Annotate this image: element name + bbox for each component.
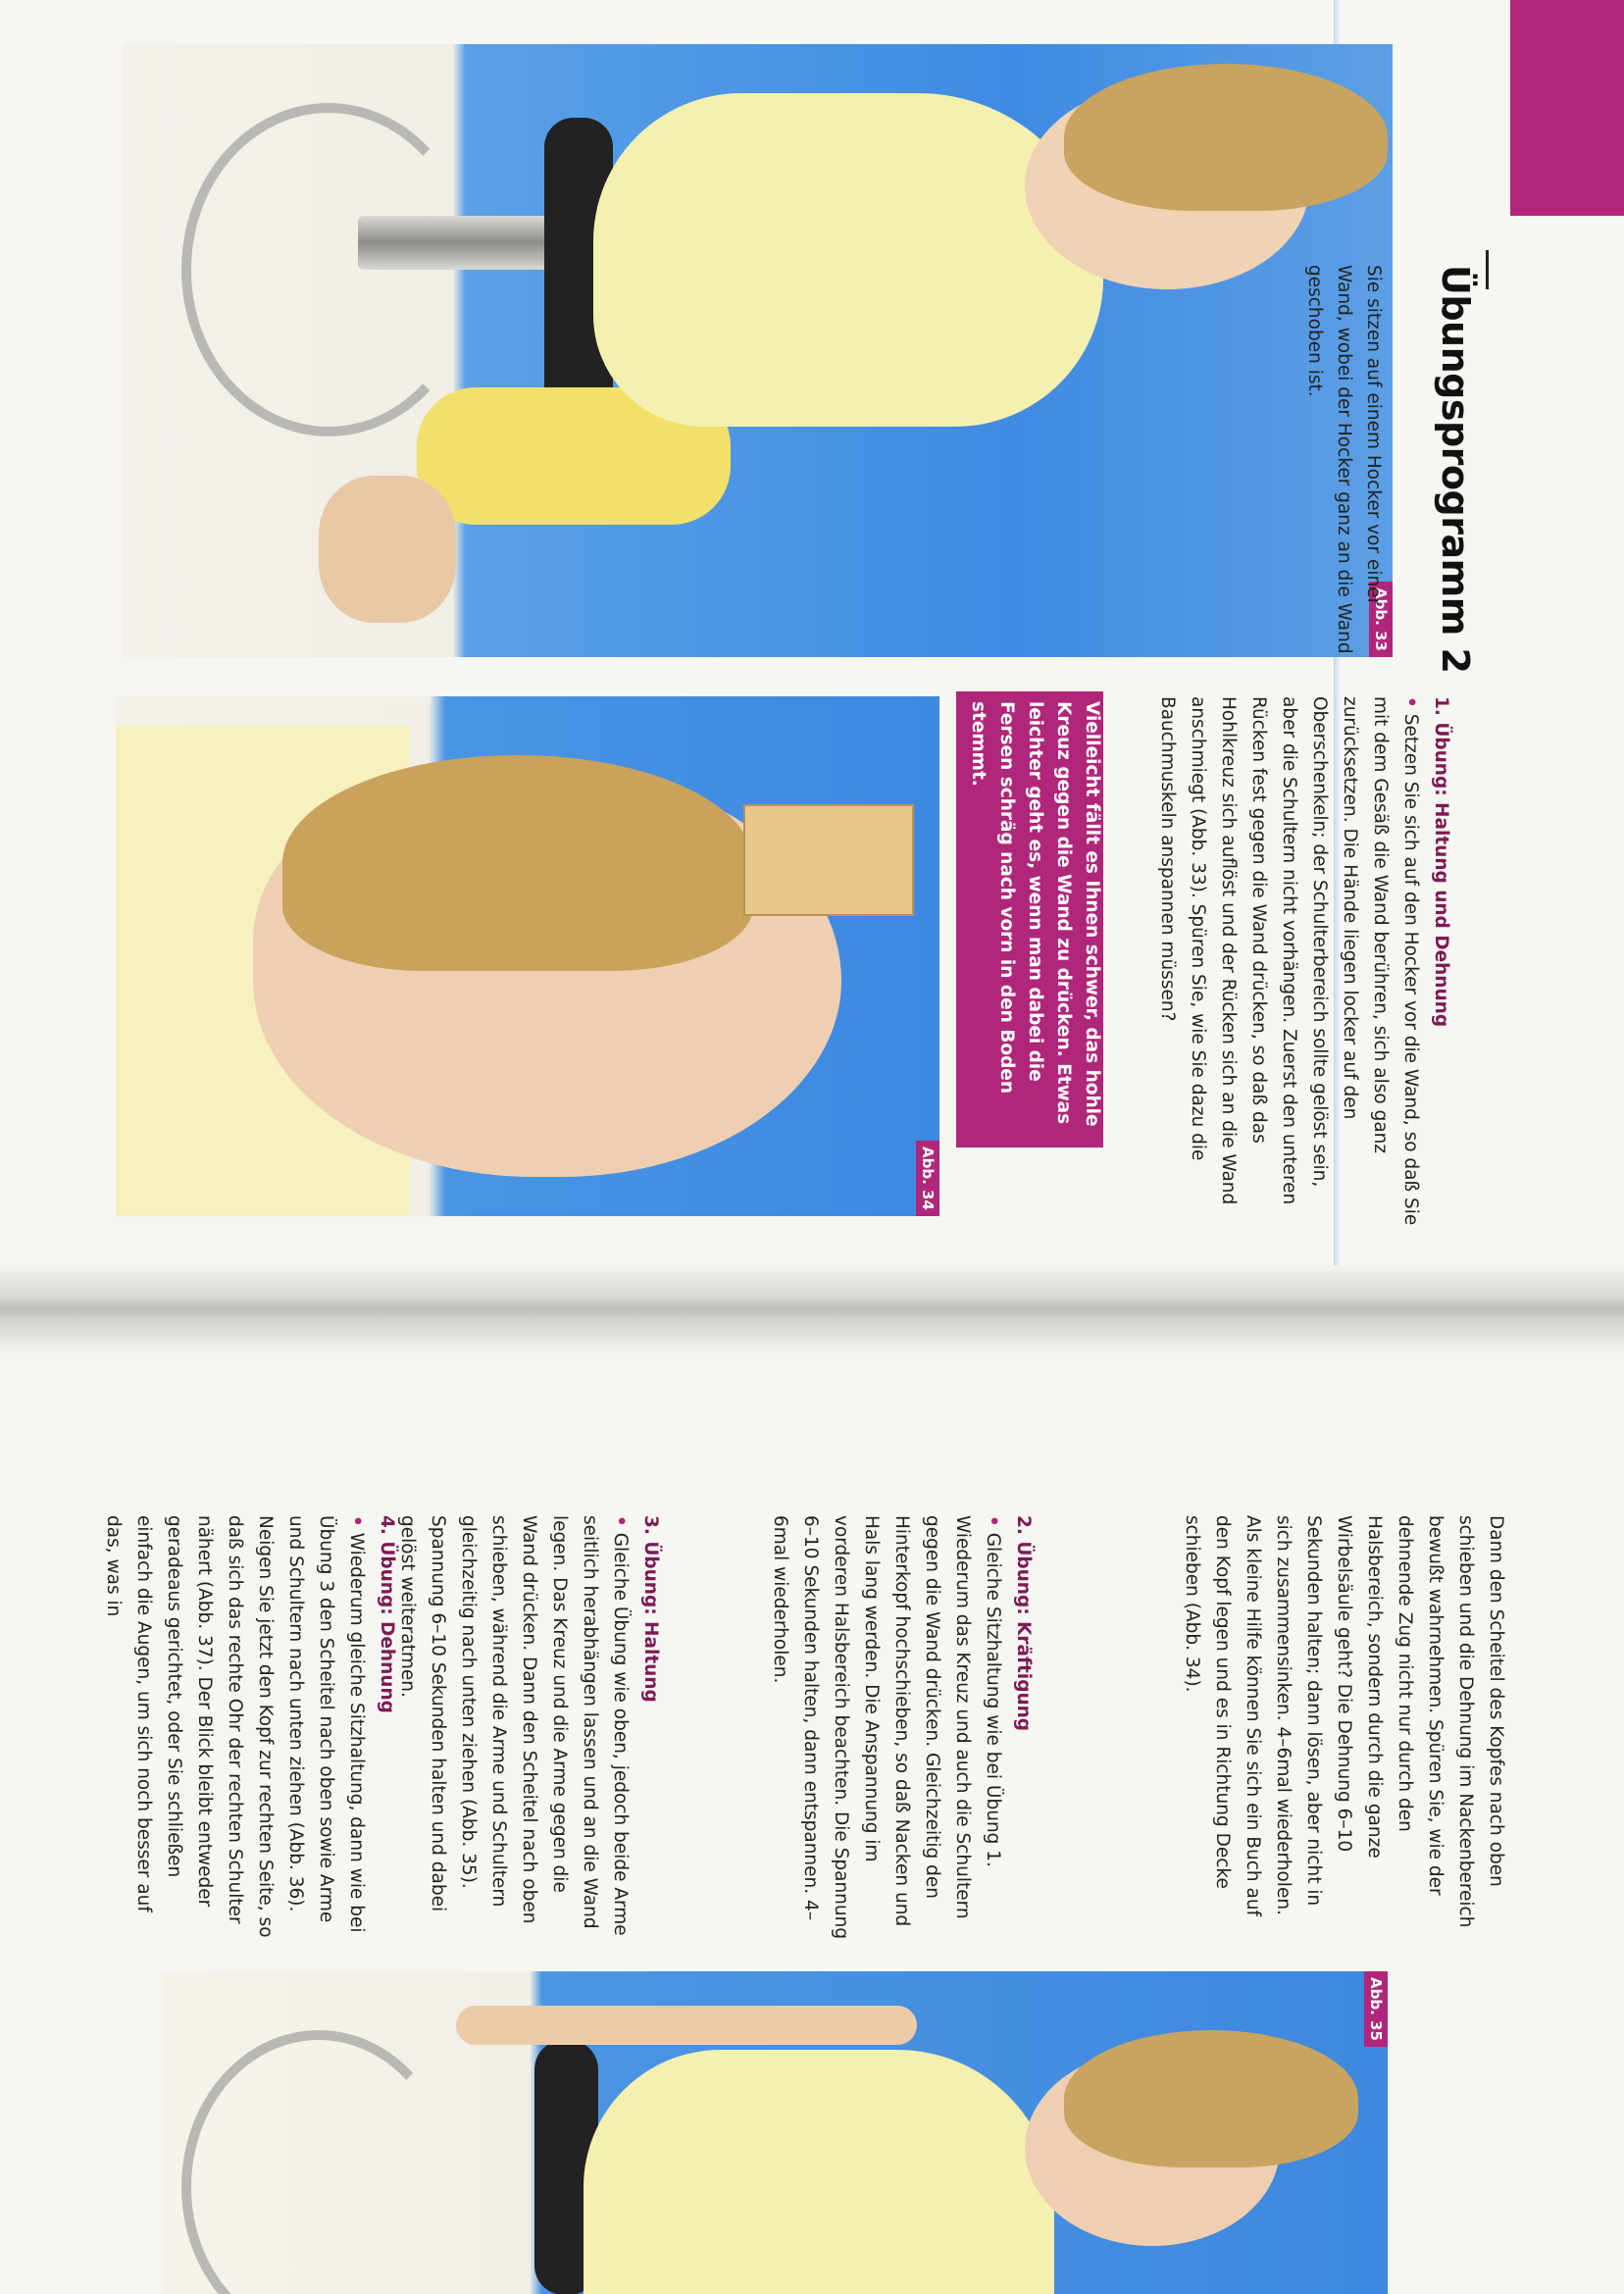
book-icon <box>743 804 914 916</box>
tip-callout <box>956 691 1103 1147</box>
exercise-2 <box>765 1515 1039 1947</box>
exercise-2-text: Gleiche Sitzhaltung wie bei Übung 1. Wiederum das Kreuz und auch die Schultern gegen die Wand drücken. Gleichzeitig den Hinterkopf hochschieben, so daß Nacken und Hals lang werden. Die Anspannung im vorderen Halsbereich beachten. Die Spannung 6–10 Sekunden halten, dann entspannen. 4–6mal wiederholen. <box>770 1515 1003 1940</box>
figure-label-35: Abb. 35 <box>1364 1971 1388 2047</box>
bullet-icon: • <box>983 1515 1003 1527</box>
exercise-1-heading: 1. Übung: Haltung und Dehnung <box>1431 696 1451 1028</box>
exercise-4-text: Wiederum gleiche Sitzhaltung, dann wie bei Übung 3 den Scheitel nach oben sowie Arme und Schultern nach unten ziehen (Abb. 36). Neigen Sie jetzt den Kopf zur rechten Seite, so daß sich das rechte Ohr der rechten Schulter nähert (Abb. 37). Der Blick bleibt entweder geradeaus gerichtet, oder Sie schließen einfach die Augen, um sich noch besser auf das, was in <box>103 1515 367 1938</box>
exercise-4-heading: 4. Übung: Dehnung <box>377 1515 397 1713</box>
bullet-icon: • <box>346 1515 367 1527</box>
intro-text: Sie sitzen auf einem Hocker vor einer Wand, wobei der Hocker ganz an die Wand geschoben ist. <box>1304 265 1384 654</box>
chapter-tab <box>1510 0 1624 216</box>
exercise-3 <box>392 1515 666 1947</box>
continuation-text: Dann den Scheitel des Kopfes nach oben schieben und die Dehnung im Nackenbereich bewußt wahrnehmen. Spüren Sie, wie der dehnende Zug nicht nur durch den Halsbereich, sondern durch die ganze Wirbelsäule geht? Die Dehnung 6–10 Sekunden halten; dann lösen, aber nicht in sich zusammensinken. 4–6mal wiederholen. Als kleine Hilfe können Sie sich ein Buch auf den Kopf legen und es in Richtung Decke schieben (Abb. 34). <box>1182 1515 1506 1928</box>
exercise-3-text: Gleiche Übung wie oben, jedoch beide Arme seitlich herabhängen lassen und an die Wand legen. Das Kreuz und die Arme gegen die Wand drücken. Dann den Scheitel nach oben schieben, während die Arme und Schultern gleichzeitig nach unten ziehen (Abb. 35). Spannung 6–10 Sekunden halten und dabei gelöst weiteratmen. <box>397 1515 631 1936</box>
person-hair <box>1064 64 1388 211</box>
exercise-4 <box>98 1515 402 1947</box>
page-title: Übungsprogramm 2 <box>1434 265 1477 674</box>
page-gutter <box>0 1265 1624 1353</box>
title-marker <box>1486 250 1489 289</box>
person-arm <box>456 2006 917 2045</box>
figure-label-34: Abb. 34 <box>916 1141 939 1216</box>
person-feet <box>319 476 456 623</box>
exercise-3-heading: 3. Übung: Haltung <box>640 1515 661 1703</box>
stool-base-icon <box>181 2030 456 2294</box>
photo-figure-35 <box>162 1971 1388 2294</box>
exercise-1 <box>1152 696 1456 1226</box>
person-hair <box>1064 2030 1358 2167</box>
bullet-icon: • <box>610 1515 631 1527</box>
person-body <box>593 93 1103 427</box>
exercise-1-continuation <box>1177 1515 1511 1947</box>
stool-base-icon <box>181 103 476 436</box>
stool-column <box>358 216 554 270</box>
photo-figure-34 <box>116 696 939 1216</box>
exercise-2-heading: 2. Übung: Kräftigung <box>1013 1515 1034 1732</box>
figure-label-33: Abb. 33 <box>1369 582 1393 657</box>
photo-figure-33 <box>123 44 1393 657</box>
person-body <box>584 2050 1054 2294</box>
tip-callout-text: Vielleicht fällt es Ihnen schwer, das hohle Kreuz gegen die Wand zu drücken. Etwas leichter geht es, wenn man dabei die Fersen schräg nach vorn in den Boden stemmt. <box>968 701 1102 1127</box>
bullet-icon: • <box>1400 696 1421 708</box>
exercise-1-text: Setzen Sie sich auf den Hocker vor die Wand, so daß Sie mit dem Gesäß die Wand berühren, sich also ganz zurücksetzen. Die Hände liegen locker auf den Oberschenkeln; der Schulterbereich sollte gelöst sein, aber die Schultern nicht vorhängen. Zuerst den unteren Rücken fest gegen die Wand drücken, so daß das Hohlkreuz sich auflöst und der Rücken sich an die Wand anschmiegt (Abb. 33). Spüren Sie, wie Sie dazu die Bauchmuskeln anspannen müssen? <box>1157 696 1421 1226</box>
person-hair <box>282 755 753 971</box>
